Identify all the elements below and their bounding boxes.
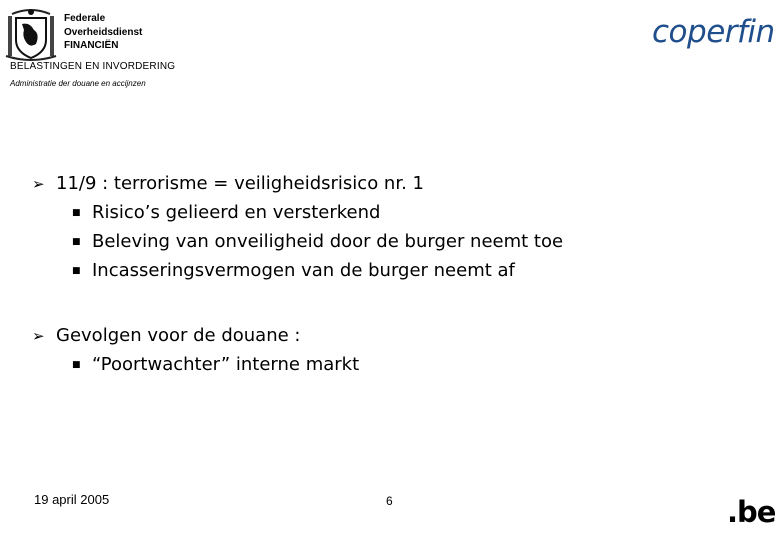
sub-bullet-text: “Poortwachter” interne markt xyxy=(92,354,360,375)
square-bullet-icon: ■ xyxy=(72,208,81,218)
be-logo: .be xyxy=(727,495,776,529)
org-name-line2: Overheidsdienst xyxy=(64,27,143,38)
arrow-bullet-icon: ➢ xyxy=(32,327,45,345)
sub-bullet-item xyxy=(72,350,359,380)
square-bullet-icon: ■ xyxy=(72,266,81,276)
sub-bullet-item xyxy=(72,198,380,228)
bullet-item-1-text: 11/9 : terrorisme = veiligheidsrisico nr. 1 xyxy=(56,173,424,194)
footer-date: 19 april 2005 xyxy=(34,492,110,507)
subdepartment-title: Administratie der douane en accijnzen xyxy=(10,79,146,88)
bullet-item-2-text: Gevolgen voor de douane : xyxy=(56,325,301,346)
department-title: BELASTINGEN EN INVORDERING xyxy=(10,61,176,72)
square-bullet-icon: ■ xyxy=(72,237,81,247)
org-name-line3: FINANCIËN xyxy=(64,40,119,51)
sub-bullet-item xyxy=(72,256,515,286)
arrow-bullet-icon: ➢ xyxy=(32,175,45,193)
org-name-line1: Federale xyxy=(64,13,106,24)
bullet-item-2 xyxy=(32,321,301,351)
coat-of-arms-icon xyxy=(2,4,60,62)
bullet-item-1 xyxy=(32,169,424,199)
coperfin-logo: coperfin xyxy=(652,14,775,50)
sub-bullet-text: Incasseringsvermogen van de burger neemt af xyxy=(92,260,515,281)
sub-bullet-text: Beleving van onveiligheid door de burger neemt toe xyxy=(92,231,564,252)
page-number: 6 xyxy=(386,494,393,508)
sub-bullet-text: Risico’s gelieerd en versterkend xyxy=(92,202,381,223)
square-bullet-icon: ■ xyxy=(72,360,81,370)
sub-bullet-item xyxy=(72,227,563,257)
